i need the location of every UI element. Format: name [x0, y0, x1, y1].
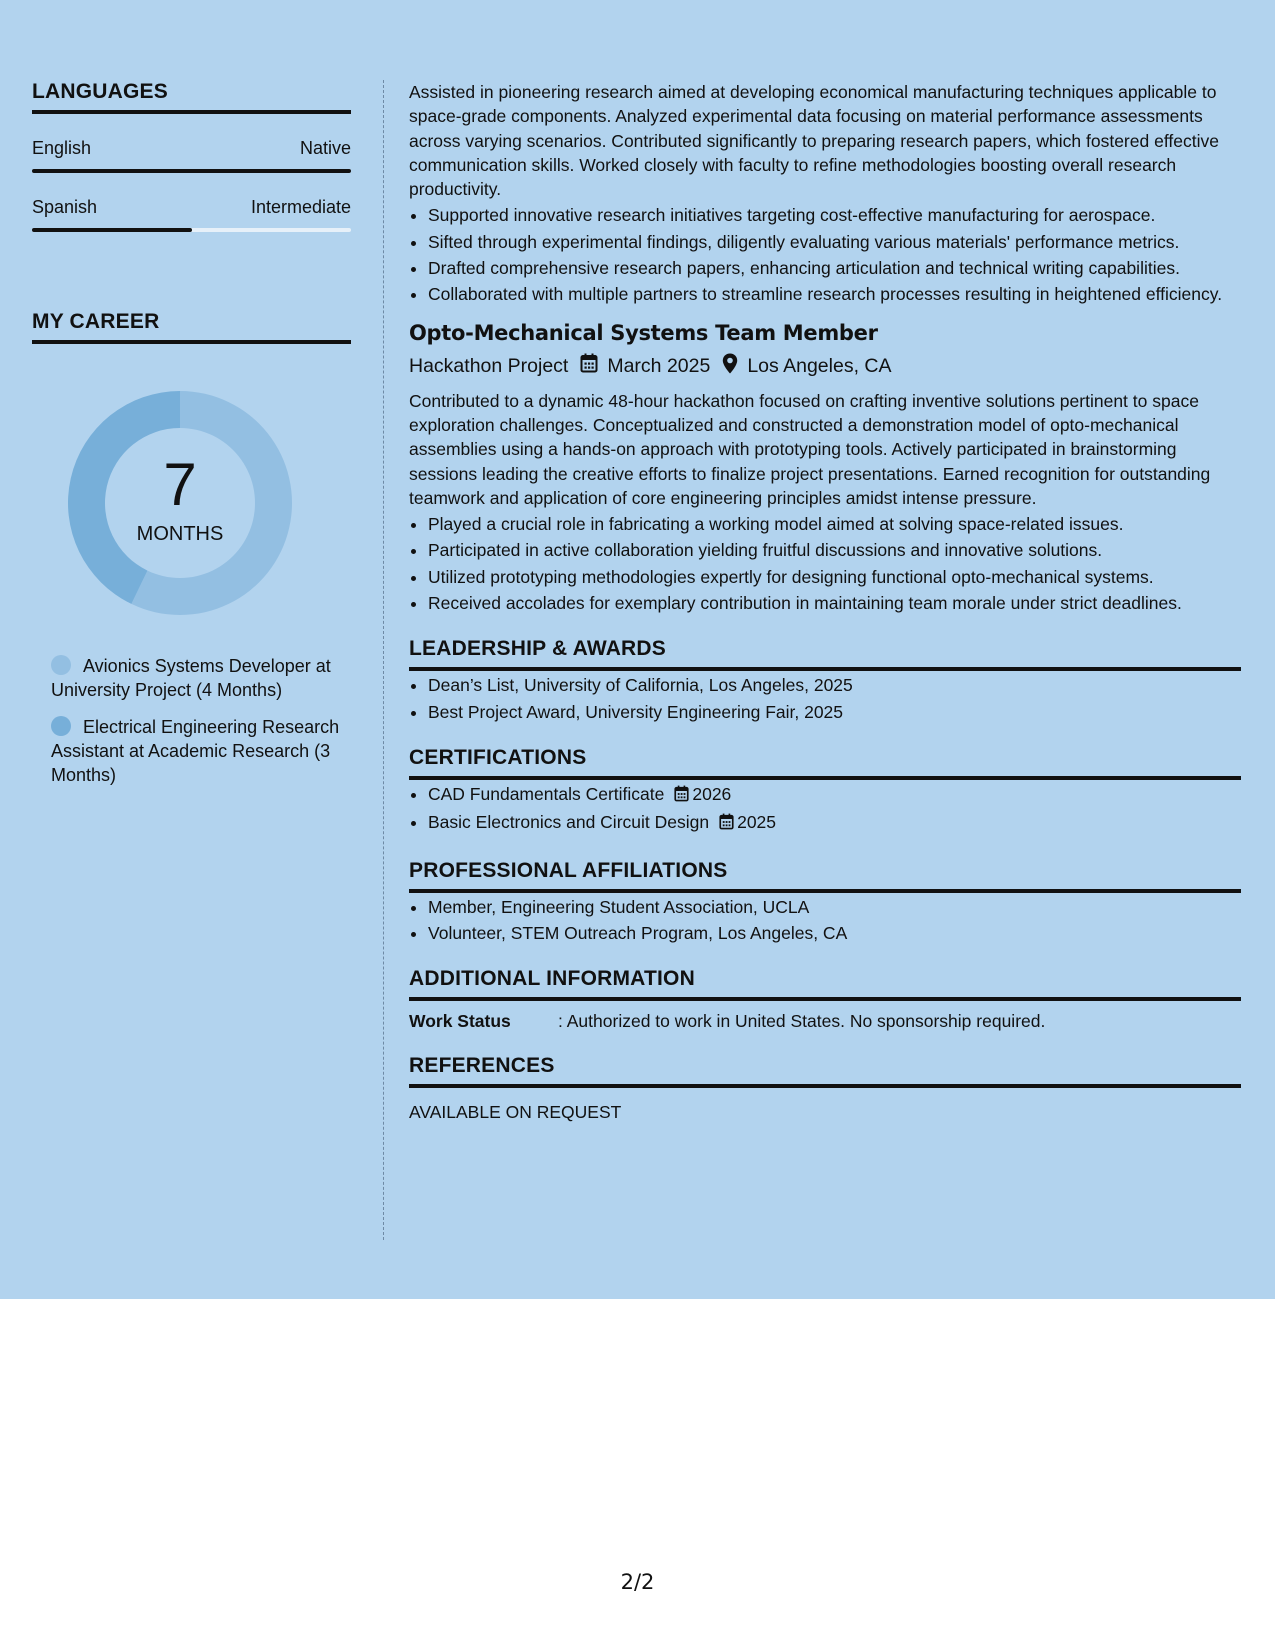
- column-divider: [383, 80, 384, 1240]
- career-legend-item: [51, 715, 341, 787]
- references-section: [409, 1054, 1241, 1123]
- references-text: AVAILABLE ON REQUEST: [409, 1102, 622, 1123]
- list-item: • Received accolades for exemplary contribution in maintaining team morale under strict deadlines.: [428, 591, 1241, 615]
- affiliations-section: [409, 859, 1241, 946]
- list-item: • Collaborated with multiple partners to streamline research processes resulting in heightened efficiency.: [428, 282, 1241, 306]
- career-title: MY CAREER: [32, 310, 351, 344]
- leadership-title: LEADERSHIP & AWARDS: [409, 637, 1241, 671]
- language-proficiency-bar: [32, 169, 351, 173]
- list-item: • Best Project Award, University Engineering Fair, 2025: [428, 700, 1241, 724]
- language-item: [32, 138, 351, 173]
- list-item: • Dean’s List, University of California, Los Angeles, 2025: [428, 673, 1241, 697]
- work-status-value: : Authorized to work in United States. No sponsorship required.: [558, 1011, 1046, 1032]
- left-column: [32, 80, 351, 800]
- legend-label: Electrical Engineering Research Assistant at Academic Research (3 Months): [51, 717, 340, 785]
- certification-year: 2026: [692, 783, 732, 804]
- references-title: REFERENCES: [409, 1054, 1241, 1088]
- list-item: • Supported innovative research initiatives targeting cost-effective manufacturing for aerospace.: [428, 203, 1241, 227]
- additional-section: [409, 967, 1241, 1032]
- leadership-list: [409, 673, 1241, 724]
- certification-name: CAD Fundamentals Certificate: [428, 783, 665, 804]
- work-status-row: [409, 1011, 1241, 1032]
- language-proficiency-fill: [32, 169, 351, 173]
- certification-year: 2025: [737, 812, 777, 833]
- languages-title: LANGUAGES: [32, 80, 351, 114]
- experience-intro-paragraph: Assisted in pioneering research aimed at developing economical manufacturing techniques applicable to space-grade components. Analyzed experimental data focusing on material performance assessments across varying scenarios. Contributed significantly to preparing research papers, which fostered effective communication skills. Worked closely with faculty to refine methodologies boosting overall research productivity.: [409, 82, 1219, 200]
- career-legend: [51, 654, 341, 787]
- list-item: • Member, Engineering Student Association, UCLA: [428, 895, 1241, 919]
- career-donut-chart: [65, 388, 295, 618]
- list-item: [428, 782, 1241, 808]
- list-item: • Participated in active collaboration yielding fruitful discussions and innovative solutions.: [428, 538, 1241, 562]
- certifications-section: [409, 746, 1241, 837]
- affiliations-title: PROFESSIONAL AFFILIATIONS: [409, 859, 1241, 893]
- legend-label: Avionics Systems Developer at University Project (4 Months): [51, 656, 331, 700]
- legend-dot: [51, 655, 71, 675]
- list-item: • Volunteer, STEM Outreach Program, Los Angeles, CA: [428, 921, 1241, 945]
- career-legend-item: [51, 654, 341, 702]
- language-item: [32, 197, 351, 232]
- language-name: English: [32, 138, 92, 158]
- job-bullets: [409, 512, 1241, 615]
- leadership-section: [409, 637, 1241, 724]
- list-item: • Utilized prototyping methodologies expertly for designing functional opto-mechanical systems.: [428, 565, 1241, 589]
- language-proficiency-fill: [32, 228, 192, 232]
- calendar-icon: [580, 353, 598, 379]
- certifications-title: CERTIFICATIONS: [409, 746, 1241, 780]
- certifications-list: [409, 782, 1241, 837]
- language-proficiency-bar: [32, 228, 351, 232]
- job-paragraph: Contributed to a dynamic 48-hour hackathon focused on crafting inventive solutions pertinent to space exploration challenges. Conceptualized and constructed a demonstration model of opto-mechanical assemblies using a hands-on approach with prototyping tools. Actively participated in brainstorming sessions leading the creative efforts to finalize project presentations. Earned recognition for outstanding teamwork and application of core engineering principles amidst intense pressure.: [409, 390, 1211, 508]
- career-total-unit: MONTHS: [136, 522, 224, 545]
- page-number: 2/2: [620, 1570, 655, 1594]
- job-date: March 2025: [607, 354, 711, 377]
- calendar-icon: [719, 812, 734, 836]
- affiliations-list: [409, 895, 1241, 946]
- map-pin-icon: [722, 353, 738, 380]
- language-level: Native: [299, 138, 351, 158]
- job-org: Hackathon Project: [409, 354, 569, 377]
- work-status-label: Work Status: [409, 1011, 511, 1032]
- language-name: Spanish: [32, 197, 98, 217]
- certification-name: Basic Electronics and Circuit Design: [428, 812, 710, 833]
- job-meta: [409, 353, 1241, 380]
- list-item: • Played a crucial role in fabricating a working model aimed at solving space-related issues.: [428, 512, 1241, 536]
- list-item: • Drafted comprehensive research papers, enhancing articulation and technical writing capabilities.: [428, 256, 1241, 280]
- right-column: [409, 80, 1241, 1123]
- career-total-value: 7: [163, 450, 197, 518]
- experience-intro-bullets: [409, 203, 1241, 306]
- list-item: • Sifted through experimental findings, diligently evaluating various materials' performance metrics.: [428, 230, 1241, 254]
- calendar-icon: [674, 784, 689, 808]
- job-title: Opto-Mechanical Systems Team Member: [409, 320, 878, 345]
- additional-title: ADDITIONAL INFORMATION: [409, 967, 1241, 1001]
- legend-dot: [51, 716, 71, 736]
- list-item: [428, 810, 1241, 836]
- language-level: Intermediate: [250, 197, 351, 217]
- job-location: Los Angeles, CA: [747, 354, 892, 377]
